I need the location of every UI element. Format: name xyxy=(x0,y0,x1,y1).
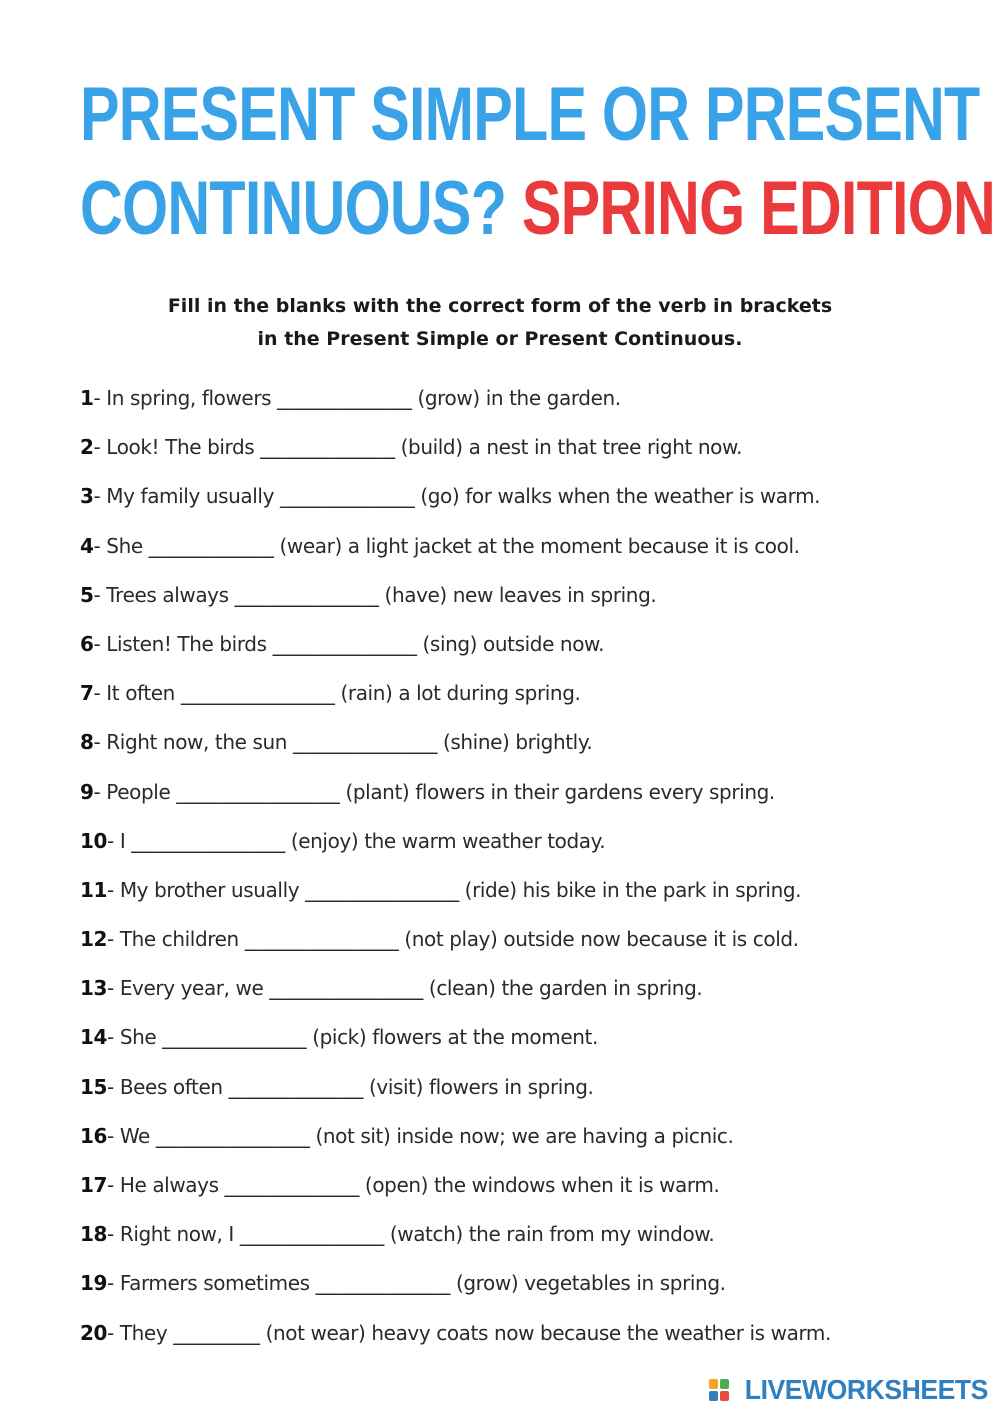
item-number: 19 xyxy=(80,1271,108,1296)
exercise-item xyxy=(80,1119,980,1168)
exercise-item xyxy=(80,775,980,824)
item-sentence: - Bees often ______________ (visit) flowers in spring. xyxy=(107,1074,594,1099)
item-number: 20 xyxy=(80,1320,108,1345)
exercise-item xyxy=(80,1266,980,1315)
title-line-2-question: CONTINUOUS? xyxy=(80,166,507,251)
item-number: 15 xyxy=(80,1074,108,1099)
exercise-item xyxy=(80,627,980,676)
exercise-item xyxy=(80,1070,980,1119)
title-line-1-text: PRESENT SIMPLE OR PRESENT xyxy=(80,72,980,157)
item-number: 13 xyxy=(80,976,108,1001)
exercise-item xyxy=(80,529,980,578)
item-sentence: - My family usually ______________ (go) for walks when the weather is warm. xyxy=(93,484,821,509)
item-sentence: - In spring, flowers ______________ (grow) in the garden. xyxy=(93,386,621,410)
exercise-item xyxy=(80,1316,980,1365)
exercise-item xyxy=(80,381,980,430)
item-number: 14 xyxy=(80,1025,108,1050)
item-sentence: - Right now, the sun _______________ (shine) brightly. xyxy=(93,730,593,755)
exercise-item xyxy=(80,430,980,479)
item-sentence: - Right now, I _______________ (watch) the rain from my window. xyxy=(107,1222,715,1247)
item-number: 4 xyxy=(80,533,94,558)
liveworksheets-logo-icon xyxy=(709,1379,729,1401)
item-sentence: - I ________________ (enjoy) the warm weather today. xyxy=(107,828,606,853)
item-number: 6 xyxy=(80,631,94,656)
exercise-list xyxy=(80,381,980,1365)
item-sentence: - They _________ (not wear) heavy coats now because the weather is warm. xyxy=(107,1320,831,1345)
worksheet-title xyxy=(80,68,996,256)
title-spring-edition: SPRING EDITION xyxy=(521,166,996,251)
exercise-item xyxy=(80,479,980,528)
item-number: 3 xyxy=(80,484,94,509)
item-number: 11 xyxy=(80,877,108,902)
item-number: 16 xyxy=(80,1123,108,1148)
item-sentence: - She _____________ (wear) a light jacket at the moment because it is cool. xyxy=(93,533,800,558)
exercise-item xyxy=(80,873,980,922)
exercise-item xyxy=(80,1217,980,1266)
exercise-item xyxy=(80,971,980,1020)
item-sentence: - It often ________________ (rain) a lot during spring. xyxy=(93,681,581,706)
footer-brand xyxy=(709,1374,988,1406)
item-number: 9 xyxy=(80,779,94,804)
item-sentence: - The children ________________ (not play) outside now because it is cold. xyxy=(107,927,799,952)
item-number: 2 xyxy=(80,435,94,460)
exercise-item xyxy=(80,1168,980,1217)
item-sentence: - We ________________ (not sit) inside now; we are having a picnic. xyxy=(107,1123,734,1148)
exercise-item xyxy=(80,1020,980,1069)
item-sentence: - Every year, we ________________ (clean) the garden in spring. xyxy=(107,976,703,1001)
item-number: 1 xyxy=(80,386,94,410)
item-number: 5 xyxy=(80,582,94,607)
item-number: 8 xyxy=(80,730,94,755)
item-number: 18 xyxy=(80,1222,108,1247)
exercise-item xyxy=(80,578,980,627)
instructions xyxy=(0,290,1000,356)
item-sentence: - Farmers sometimes ______________ (grow) vegetables in spring. xyxy=(107,1271,726,1296)
exercise-item xyxy=(80,676,980,725)
item-number: 10 xyxy=(80,828,108,853)
exercise-item xyxy=(80,922,980,971)
item-sentence: - My brother usually ________________ (ride) his bike in the park in spring. xyxy=(107,877,802,902)
item-number: 17 xyxy=(80,1173,108,1197)
item-sentence: - She _______________ (pick) flowers at the moment. xyxy=(107,1025,598,1050)
item-sentence: - Trees always _______________ (have) new leaves in spring. xyxy=(93,582,657,607)
instructions-line-2: in the Present Simple or Present Continuous. xyxy=(257,328,743,350)
item-sentence: - People _________________ (plant) flowers in their gardens every spring. xyxy=(93,779,775,804)
title-line-1 xyxy=(80,68,980,162)
item-sentence: - Listen! The birds _______________ (sing) outside now. xyxy=(93,631,605,656)
brand-name: LIVEWORKSHEETS xyxy=(744,1374,988,1405)
title-line-2 xyxy=(80,162,996,256)
instructions-line-1: Fill in the blanks with the correct form of the verb in brackets xyxy=(167,295,833,317)
item-sentence: - He always ______________ (open) the windows when it is warm. xyxy=(107,1173,720,1197)
item-number: 7 xyxy=(80,681,94,706)
exercise-item xyxy=(80,725,980,774)
item-number: 12 xyxy=(80,927,108,952)
item-sentence: - Look! The birds ______________ (build) a nest in that tree right now. xyxy=(93,435,743,460)
exercise-item xyxy=(80,824,980,873)
